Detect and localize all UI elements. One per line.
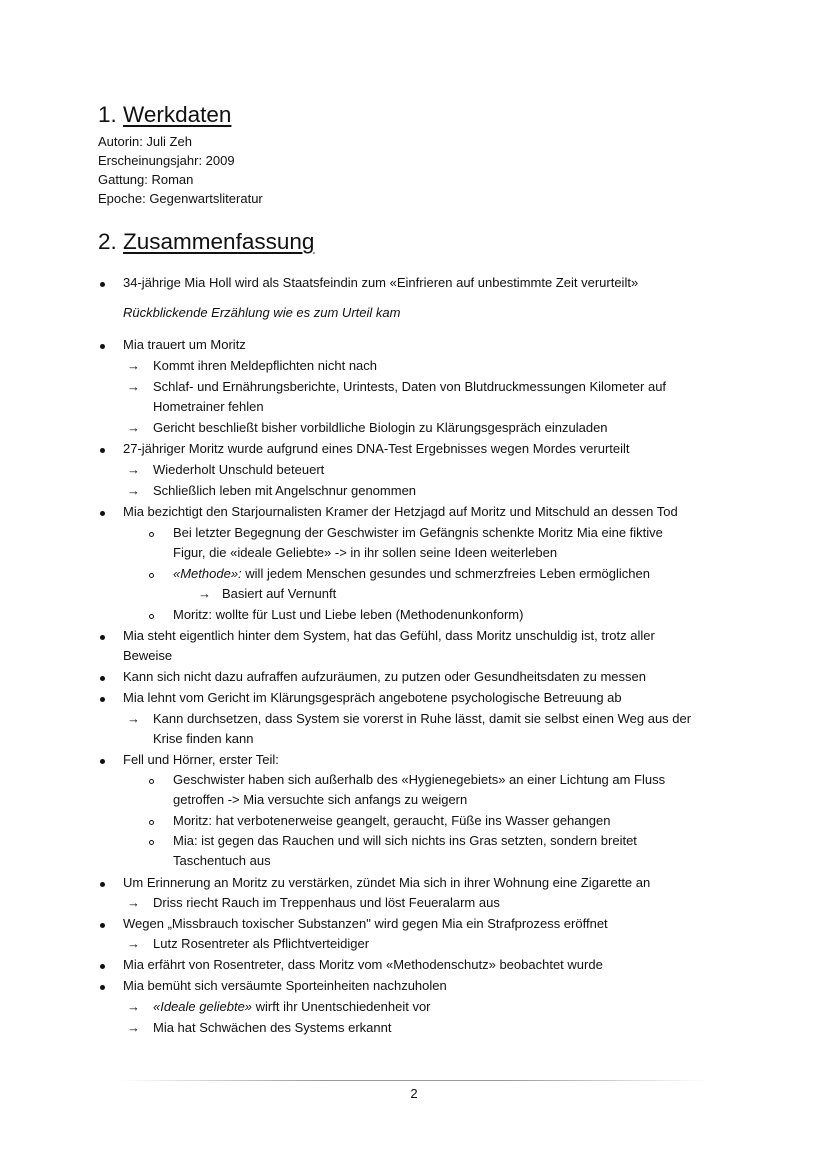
list-item-continuation: Taschentuch aus	[173, 853, 271, 868]
arrow-icon: →	[127, 379, 140, 394]
list-item: Mia hat Schwächen des Systems erkannt	[153, 1020, 392, 1035]
bullet-icon	[100, 882, 105, 887]
list-item: Basiert auf Vernunft	[222, 586, 337, 601]
arrow-icon: →	[127, 895, 140, 910]
list-item: Kann sich nicht dazu aufraffen aufzuräumen, zu putzen oder Gesundheitsdaten zu messen	[123, 669, 646, 684]
section-number: 1.	[98, 102, 117, 127]
section-heading-zusammenfassung	[98, 228, 314, 256]
arrow-icon: →	[127, 483, 140, 498]
circle-bullet-icon	[149, 614, 154, 619]
field-author: Autorin: Juli Zeh	[98, 134, 192, 149]
arrow-icon: →	[127, 711, 140, 726]
section-title: Werkdaten	[123, 102, 232, 127]
section-title: Zusammenfassung	[123, 229, 315, 254]
list-item: 34-jährige Mia Holl wird als Staatsfeindin zum «Einfrieren auf unbestimmte Zeit verurteilt»	[123, 275, 639, 290]
list-item: 27-jähriger Moritz wurde aufgrund eines DNA-Test Ergebnisses wegen Mordes verurteilt	[123, 441, 630, 456]
list-item	[153, 997, 431, 1017]
arrow-icon: →	[127, 999, 140, 1014]
list-item: Fell und Hörner, erster Teil:	[123, 752, 279, 767]
arrow-icon: →	[127, 462, 140, 477]
bullet-icon	[100, 282, 105, 287]
bullet-icon	[100, 344, 105, 349]
list-item: Mia erfährt von Rosentreter, dass Moritz vom «Methodenschutz» beobachtet wurde	[123, 957, 603, 972]
list-item: Kann durchsetzen, dass System sie vorerst in Ruhe lässt, damit sie selbst einen Weg aus der	[153, 711, 692, 726]
list-item-continuation: getroffen -> Mia versuchte sich anfangs zu weigern	[173, 792, 468, 807]
field-epoch: Epoche: Gegenwartsliteratur	[98, 191, 263, 206]
list-item: Moritz: hat verbotenerweise geangelt, geraucht, Füße ins Wasser gehangen	[173, 813, 611, 828]
circle-bullet-icon	[149, 532, 154, 537]
arrow-icon: →	[198, 586, 211, 601]
circle-bullet-icon	[149, 573, 154, 578]
circle-bullet-icon	[149, 840, 154, 845]
bullet-icon	[100, 923, 105, 928]
bullet-icon	[100, 676, 105, 681]
field-genre: Gattung: Roman	[98, 172, 194, 187]
list-item-continuation: Hometrainer fehlen	[153, 399, 264, 414]
list-item: Mia steht eigentlich hinter dem System, hat das Gefühl, dass Moritz unschuldig ist, trotz aller	[123, 628, 655, 643]
page-number: 2	[410, 1086, 418, 1101]
section-number: 2.	[98, 229, 117, 254]
bullet-icon	[100, 964, 105, 969]
ideal-lover-term: «Ideale geliebte»	[153, 999, 253, 1014]
list-item: Driss riecht Rauch im Treppenhaus und löst Feueralarm aus	[153, 895, 500, 910]
list-item	[173, 564, 650, 584]
list-item: Mia bezichtigt den Starjournalisten Kramer der Hetzjagd auf Moritz und Mitschuld an dessen Tod	[123, 504, 678, 519]
ideal-lover-description: wirft ihr Unentschiedenheit vor	[252, 999, 431, 1014]
bullet-icon	[100, 635, 105, 640]
section-heading-werkdaten	[98, 101, 231, 129]
method-description: will jedem Menschen gesundes und schmerzfreies Leben ermöglichen	[241, 566, 650, 581]
list-item: Mia trauert um Moritz	[123, 337, 246, 352]
list-item: Um Erinnerung an Moritz zu verstärken, zündet Mia sich in ihrer Wohnung eine Zigarette an	[123, 875, 651, 890]
field-year: Erscheinungsjahr: 2009	[98, 153, 235, 168]
list-item: Mia lehnt vom Gericht im Klärungsgespräch angebotene psychologische Betreuung ab	[123, 690, 622, 705]
list-item: Kommt ihren Meldepflichten nicht nach	[153, 358, 378, 373]
list-item: Schlaf- und Ernährungsberichte, Urintests, Daten von Blutdruckmessungen Kilometer auf	[153, 379, 667, 394]
list-item-continuation: Krise finden kann	[153, 731, 254, 746]
list-item: Mia bemüht sich versäumte Sporteinheiten nachzuholen	[123, 978, 447, 993]
list-item-note: Rückblickende Erzählung wie es zum Urteil kam	[123, 305, 401, 320]
arrow-icon: →	[127, 420, 140, 435]
bullet-icon	[100, 448, 105, 453]
circle-bullet-icon	[149, 820, 154, 825]
list-item-continuation: Beweise	[123, 648, 173, 663]
arrow-icon: →	[127, 936, 140, 951]
list-item: Gericht beschließt bisher vorbildliche Biologin zu Klärungsgespräch einzuladen	[153, 420, 608, 435]
list-item: Bei letzter Begegnung der Geschwister im Gefängnis schenkte Moritz Mia eine fiktive	[173, 525, 663, 540]
list-item: Wegen „Missbrauch toxischer Substanzen" wird gegen Mia ein Strafprozess eröffnet	[123, 916, 608, 931]
list-item-continuation: Figur, die «ideale Geliebte» -> in ihr sollen seine Ideen weiterleben	[173, 545, 558, 560]
arrow-icon: →	[127, 358, 140, 373]
footer-divider	[118, 1080, 710, 1081]
bullet-icon	[100, 697, 105, 702]
bullet-icon	[100, 511, 105, 516]
circle-bullet-icon	[149, 779, 154, 784]
arrow-icon: →	[127, 1020, 140, 1035]
list-item: Mia: ist gegen das Rauchen und will sich nichts ins Gras setzten, sondern breitet	[173, 833, 637, 848]
list-item: Schließlich leben mit Angelschnur genommen	[153, 483, 417, 498]
list-item: Lutz Rosentreter als Pflichtverteidiger	[153, 936, 370, 951]
list-item: Moritz: wollte für Lust und Liebe leben (Methodenunkonform)	[173, 607, 524, 622]
list-item: Wiederholt Unschuld beteuert	[153, 462, 325, 477]
list-item: Geschwister haben sich außerhalb des «Hygienegebiets» an einer Lichtung am Fluss	[173, 772, 666, 787]
method-term: «Methode»:	[173, 566, 242, 581]
bullet-icon	[100, 985, 105, 990]
bullet-icon	[100, 759, 105, 764]
